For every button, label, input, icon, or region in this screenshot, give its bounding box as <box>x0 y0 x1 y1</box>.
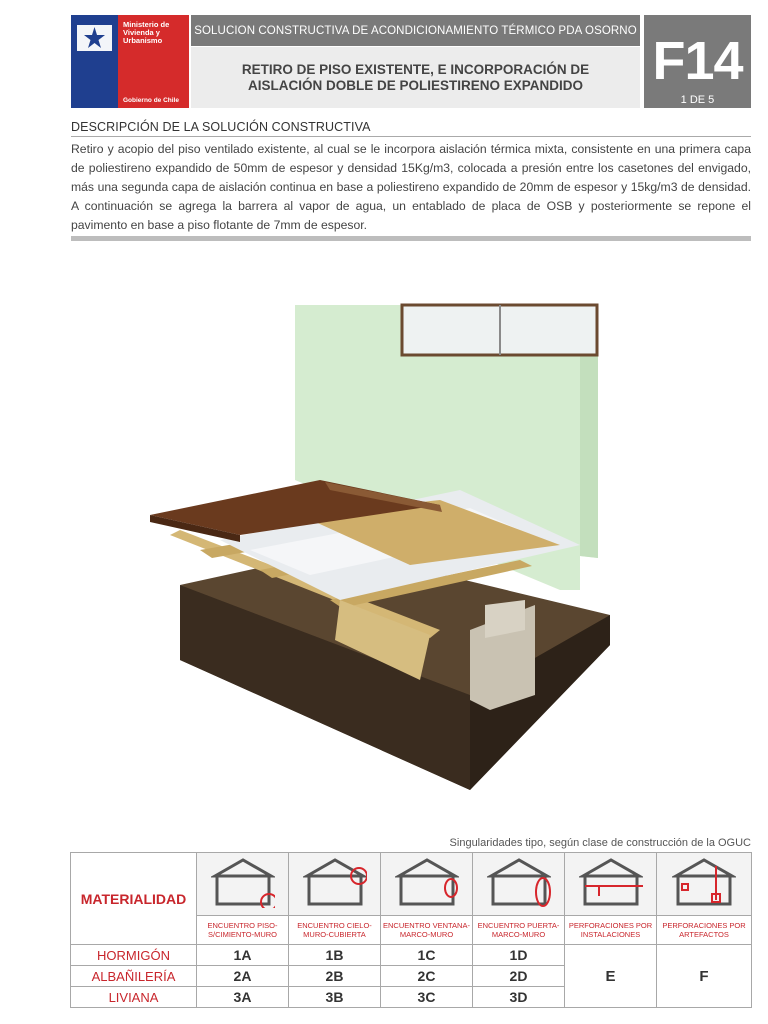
cell-3d: 3D <box>473 987 565 1008</box>
singularities-table <box>70 852 752 1008</box>
divider-thick <box>71 236 751 241</box>
column-label-3: ENCUENTRO VENTANA-MARCO-MURO <box>381 916 473 945</box>
section-title: DESCRIPCIÓN DE LA SOLUCIÓN CONSTRUCTIVA <box>71 120 371 134</box>
title-line-2: AISLACIÓN DOBLE DE POLIESTIRENO EXPANDIDO <box>247 77 584 93</box>
cell-2d: 2D <box>473 966 565 987</box>
column-label-2: ENCUENTRO CIELO-MURO-CUBIERTA <box>289 916 381 945</box>
solution-code: F14 <box>652 31 743 91</box>
cell-1d: 1D <box>473 945 565 966</box>
title-line-1: RETIRO DE PISO EXISTENTE, E INCORPORACIÓN DE <box>241 61 590 77</box>
cell-1c: 1C <box>381 945 473 966</box>
cell-2c: 2C <box>381 966 473 987</box>
column-label-4: ENCUENTRO PUERTA-MARCO-MURO <box>473 916 565 945</box>
cell-2a: 2A <box>197 966 289 987</box>
description-body: Retiro y acopio del piso ventilado existente, al cual se le incorpora aislación térmica mixta, consistente en una primera capa de poliestireno expandido de 50mm de espesor y densidad 15Kg/m3, colocada a presión entre los casetones del envigado, más una segunda capa de aislación continua en base a poliestireno expandido de 20mm de espesor y 15kg/m3 de densidad. A continuación se agrega la barrera al vapor de agua, un entablado de placa de OSB y posteriormente se repone el pavimento en base a piso flotante de 7mm de espesor. <box>71 142 751 232</box>
coat-of-arms-icon <box>71 15 118 108</box>
singularities-caption: Singularidades tipo, según clase de construcción de la OGUC <box>449 837 751 849</box>
row-label-liviana: LIVIANA <box>71 987 197 1008</box>
ministry-logo <box>71 15 189 108</box>
cell-3c: 3C <box>381 987 473 1008</box>
cell-e: E <box>565 945 657 1008</box>
page-indicator: 1 DE 5 <box>680 94 715 106</box>
house-window-wall-icon <box>381 853 473 916</box>
row-label-hormigon: HORMIGÓN <box>71 945 197 966</box>
header-top-bar: SOLUCION CONSTRUCTIVA DE ACONDICIONAMIENTO TÉRMICO PDA OSORNO <box>191 15 640 46</box>
materialidad-header: MATERIALIDAD <box>71 853 197 945</box>
cell-3a: 3A <box>197 987 289 1008</box>
logo-blue-panel <box>71 15 118 108</box>
column-label-5: PERFORACIONES POR INSTALACIONES <box>565 916 657 945</box>
house-installations-icon <box>565 853 657 916</box>
house-door-wall-icon <box>473 853 565 916</box>
house-ceiling-wall-icon <box>289 853 381 916</box>
logo-government-text: Gobierno de Chile <box>123 97 179 104</box>
logo-ministry-text: Ministerio de Vivienda y Urbanismo <box>123 20 170 45</box>
cell-1a: 1A <box>197 945 289 966</box>
divider <box>71 136 751 137</box>
floor-section-illustration <box>140 300 620 795</box>
row-label-albanileria: ALBAÑILERÍA <box>71 966 197 987</box>
cell-1b: 1B <box>289 945 381 966</box>
house-floor-wall-icon <box>197 853 289 916</box>
logo-red-panel <box>118 15 189 108</box>
solution-code-box <box>644 15 751 108</box>
page-title <box>191 47 640 108</box>
cell-3b: 3B <box>289 987 381 1008</box>
cell-2b: 2B <box>289 966 381 987</box>
house-appliances-icon <box>657 853 752 916</box>
column-label-1: ENCUENTRO PISO-S/CIMIENTO-MURO <box>197 916 289 945</box>
cell-f: F <box>657 945 752 1008</box>
column-label-6: PERFORACIONES POR ARTEFACTOS <box>657 916 752 945</box>
